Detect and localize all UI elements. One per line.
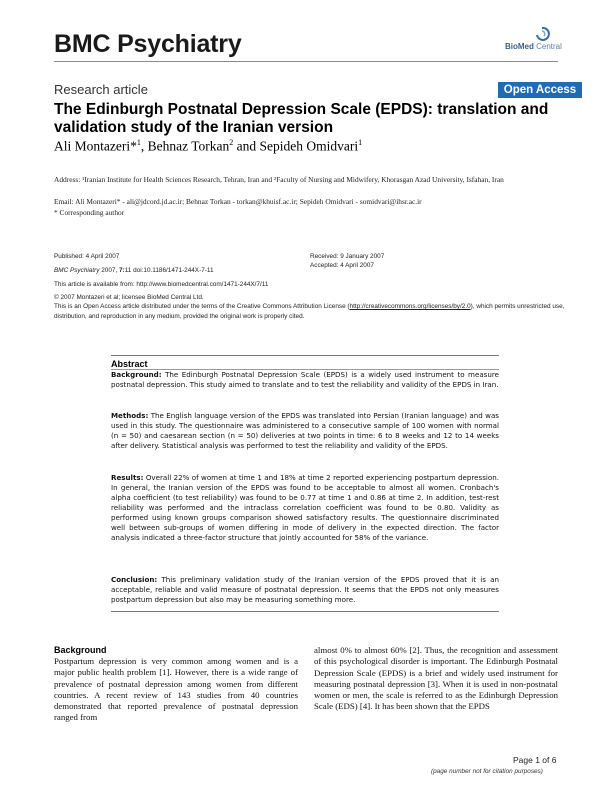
abstract-top-divider [111,355,499,356]
received-date: Received: 9 January 2007 [310,253,385,260]
abstract-bottom-divider [111,611,499,612]
article-type: Research article [54,82,148,97]
author-name: Behnaz Torkan [147,138,230,154]
publisher-logo[interactable] [505,26,575,54]
published-date: Published: 4 April 2007 [54,253,120,260]
author-address: Address: ¹Iranian Institute for Health Sciences Research, Tehran, Iran and ²Faculty of Nursing and Midwifery, Khorasgan Azad University, Isfahan, Iran [54,175,504,184]
publisher-name: BioMed Central [505,42,562,51]
body-column-right: almost 0% to almost 60% [2]. Thus, the recognition and assessment of this psychological disorder is important. The Edinburgh Postnatal Depression Scale (EPDS) is a brief and widely used instrument for measuring postnatal depression [3]. When it is used in non-postnatal women or men, the scale is referred to as the Edinburgh Depression Scale (EDS) [4]. It has been shown that the EPDS [314,645,558,712]
license-link[interactable]: http://creativecommons.org/licenses/by/2.0 [349,303,471,310]
abstract-conclusion: Conclusion: This preliminary validation study of the Iranian version of the EPDS proved that it is an acceptable, reliable and valid measure of postnatal depression. It seems that the EPDS not only measures postpartum depression but also may be measuring something more. [111,575,499,604]
author-name: Sepideh Omidvari [259,138,359,154]
header-divider [54,61,558,62]
body-column-left: Postpartum depression is very common among women and is a major public health problem [1]. However, there is a wide range of prevalence of postnatal depression among women from different countries. A recent review of 143 studies from 40 countries demonstrated that reported prevalence of postnatal depression ranged from [54,656,298,723]
author-list: Ali Montazeri*$^1$, Behnaz Torkan$^2$ and Sepideh Omidvari$^1$ [54,138,363,154]
page-number-note: (page number not for citation purposes) [431,768,543,775]
article-title: The Edinburgh Postnatal Depression Scale (EPDS): translation and validation study of the Iranian version [54,101,549,136]
abstract-results: Results: Overall 22% of women at time 1 and 18% at time 2 reported experiencing postpartum depression. In general, the Iranian version of the EPDS was found to be acceptable to almost all women. Cronbach's alpha coefficient (to test reliability) was found to be 0.77 at time 1 and 0.86 at time 2. In addition, test-rest reliability was performed and the intraclass correlation coefficient was found to be 0.80. Validity as performed using known groups comparison showed satisfactory results. The questionnaire discriminated well between sub-groups of women differing in mode of delivery in the expected direction. The factor analysis indicated a three-factor structure that jointly accounted for 58% of the variance. [111,473,499,542]
biomed-swirl-icon [534,26,550,42]
page-number: Page 1 of 6 [513,755,557,765]
open-access-badge: Open Access [498,82,582,98]
journal-title: BMC Psychiatry [54,30,242,58]
background-heading: Background [54,645,107,655]
author-emails[interactable]: Email: Ali Montazeri* - ali@jdcord.jd.ac.ir; Behnaz Torkan - torkan@khuisf.ac.ir; Sepideh Omidvari - somidvari@ihsr.ac.ir [54,197,422,206]
abstract-background: Background: The Edinburgh Postnatal Depression Scale (EPDS) is a widely used instrument to measure postnatal depression. This study aimed to translate and to test the reliability and validity of the EPDS in Iran. [111,370,499,389]
accepted-date: Accepted: 4 April 2007 [310,262,374,269]
article-url[interactable]: This article is available from: http://www.biomedcentral.com/1471-244X/7/11 [54,281,269,288]
citation-line: BMC Psychiatry 2007, 7:11 doi:10.1186/1471-244X-7-11 [54,267,214,274]
copyright-notice: © 2007 Montazeri et al; licensee BioMed Central Ltd. [54,294,204,301]
author-name: Ali Montazeri* [54,138,137,154]
abstract-heading: Abstract [111,359,148,369]
license-statement: This is an Open Access article distributed under the terms of the Creative Commons Attribution License (http://creativecommons.org/licenses/by/2.0), which permits unrestricted use, distribution, and reproduction in any medium, provided the original work is properly cited. [54,303,565,320]
abstract-methods: Methods: The English language version of the EPDS was translated into Persian (Iranian language) and was used in this study. The questionnaire was administered to a consecutive sample of 100 women with normal (n = 50) and caesarean section (n = 50) deliveries at two points in time: 6 to 8 weeks and 12 to 14 weeks after delivery. Statistical analysis was performed to test the reliability and validity of the EPDS. [111,411,499,450]
corresponding-author-note: * Corresponding author [54,208,125,217]
